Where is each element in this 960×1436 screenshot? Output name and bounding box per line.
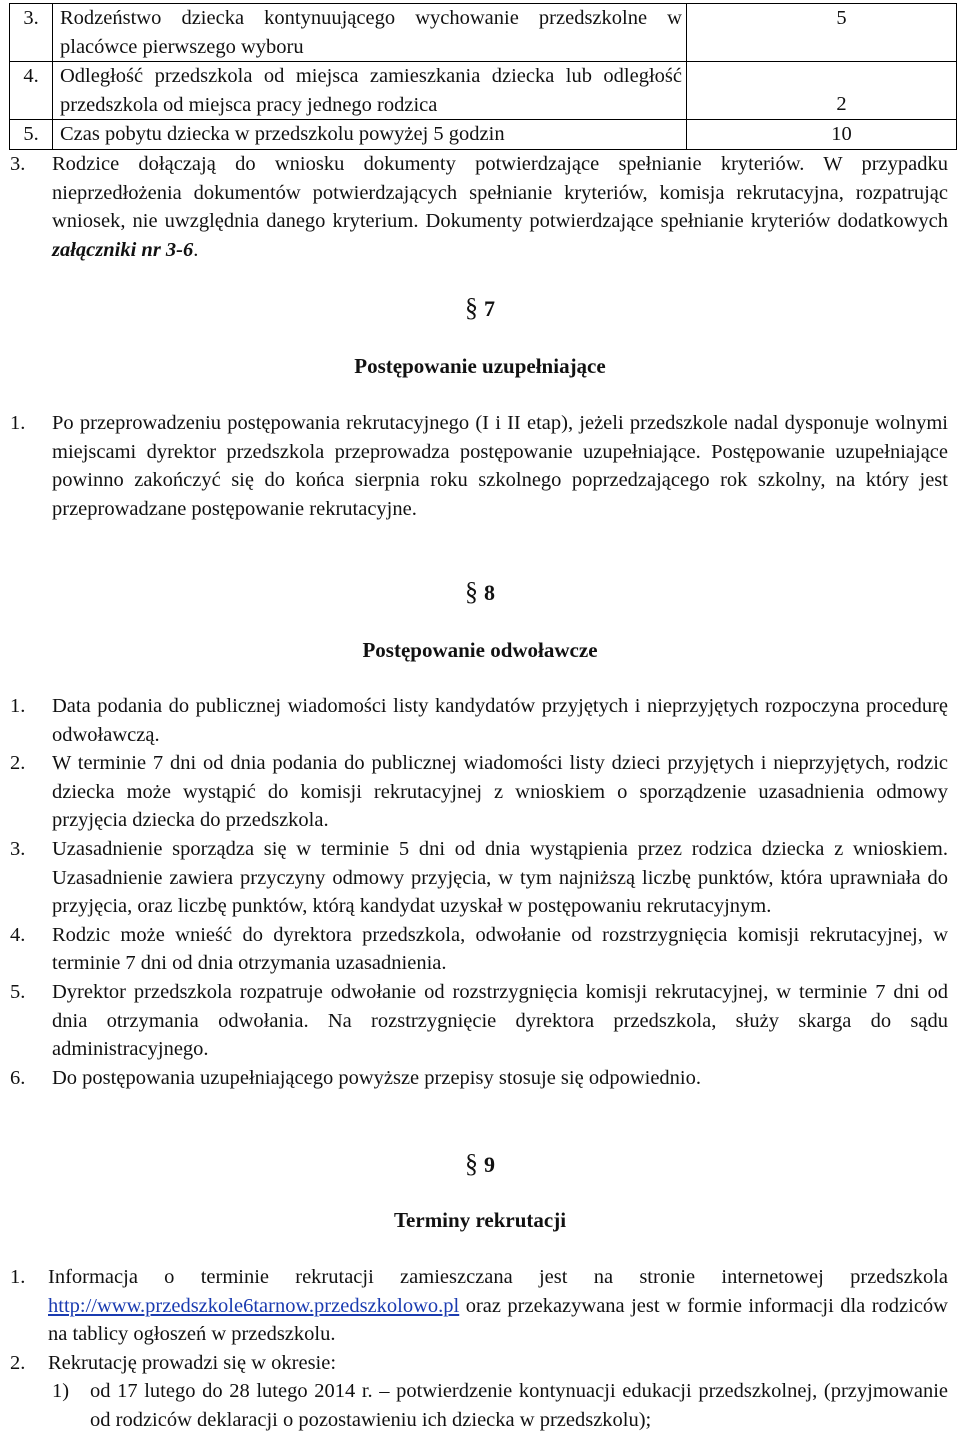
item-number: 1. [10, 412, 26, 434]
item-number: 6. [10, 1066, 26, 1089]
row-number: 4. [10, 62, 53, 120]
section-number: 9 [484, 1152, 495, 1177]
recruitment-terms-list [10, 1263, 948, 1435]
section-7-title: Postępowanie uzupełniające [354, 354, 606, 378]
criterion-text: Odległość przedszkola od miejsca zamieszkania dziecka lub odległość przedszkola od miejsca pracy jednego rodzica [53, 62, 687, 120]
item-text: Data podania do publicznej wiadomości listy kandydatów przyjętych i nieprzyjętych rozpoczyna procedurę odwoławczą. [52, 695, 948, 746]
section-number: 8 [484, 580, 495, 605]
sub-item-text: od 17 lutego do 28 lutego 2014 r. – potwierdzenie kontynuacji edukacji przedszkolnej, (przyjmowanie od rodziców deklaracji o pozostawieniu ich dziecka w przedszkolu); [90, 1380, 948, 1431]
item-number: 1. [10, 695, 26, 717]
criterion-text: Rodzeństwo dziecka kontynuującego wychowanie przedszkolne w placówce pierwszego wyboru [53, 4, 687, 62]
item-number: 3. [10, 837, 26, 860]
attachments-reference: załączniki nr 3-6 [52, 238, 194, 261]
criterion-points: 10 [687, 120, 957, 150]
list-item [10, 749, 948, 835]
sub-list-item [52, 1377, 948, 1434]
list-item [10, 409, 948, 523]
list-item [10, 978, 948, 1064]
kindergarten-website-link[interactable]: http://www.przedszkole6tarnow.przedszkolowo.pl [48, 1294, 460, 1317]
item-text-after: oraz przekazywana jest w formie informacji dla rodziców na tablicy ogłoszeń w przedszkolu. [48, 1294, 948, 1346]
section-symbol: § [465, 577, 478, 606]
section-7-marker [0, 294, 960, 324]
section-number: 7 [484, 296, 495, 321]
criterion-points: 2 [687, 62, 957, 120]
item-text: Uzasadnienie sporządza się w terminie 5 dni od dnia wystąpienia przez rodzica dziecka z wnioskiem. Uzasadnienie zawiera przyczyny odmowy przyjęcia, w tym najniższą liczbę punktów, która uprawniała do przyjęcia, oraz liczbę punktów, którą kandydat uzyskał w postępowaniu rekrutacyjnym. [52, 837, 948, 918]
item-text: Dyrektor przedszkola rozpatruje odwołanie od rozstrzygnięcia komisji rekrutacyjnej, w terminie 7 dni od dnia otrzymania odwołania. Na rozstrzygnięcie dyrektora przedszkola, służy skarga do sądu administracyjnego. [52, 980, 948, 1061]
sub-item-number: 1) [52, 1380, 70, 1403]
list-item [10, 1263, 948, 1349]
section-symbol: § [465, 1149, 478, 1178]
list-item [10, 921, 948, 978]
list-item [10, 1064, 948, 1093]
paragraph-3 [10, 150, 948, 264]
item-number: 2. [10, 1351, 26, 1374]
section-8-title: Postępowanie odwoławcze [362, 638, 598, 662]
section-8-marker [0, 578, 960, 608]
item-text-before: Informacja o terminie rekrutacji zamieszczana jest na stronie internetowej przedszkola [48, 1266, 948, 1288]
row-number: 3. [10, 4, 53, 62]
row-number: 5. [10, 120, 53, 150]
paragraph-body: Rodzice dołączają do wniosku dokumenty potwierdzające spełnianie kryteriów. W przypadku nieprzedłożenia dokumentów potwierdzających spełnianie kryteriów, komisja rekrutacyjna, rozpatrując wniosek, nie uwzględnia danego kryterium. Dokumenty potwierdzające spełnianie kryteriów dodatkowych [52, 153, 948, 233]
table-row [10, 4, 957, 62]
table-row [10, 62, 957, 120]
list-item [10, 835, 948, 921]
item-text: W terminie 7 dni od dnia podania do publicznej wiadomości listy dzieci przyjętych i nieprzyjętych, rodzic dziecka może wystąpić do komisji rekrutacyjnej z wnioskiem o sporządzenie uzasadnienia odmowy przyjęcia dziecka do przedszkola. [52, 752, 948, 832]
item-number: 5. [10, 980, 26, 1003]
criteria-table [9, 3, 957, 150]
paragraph-end: . [193, 238, 199, 261]
item-text: Po przeprowadzeniu postępowania rekrutacyjnego (I i II etap), jeżeli przedszkole nadal dysponuje wolnymi miejscami dyrektor przedszkola przeprowadza postępowanie uzupełniające. Postępowanie uzupełniające powinno zakończyć się do końca sierpnia roku szkolnego poprzedzającego rok szkolny, na który jest przeprowadzane postępowanie rekrutacyjne. [52, 412, 948, 520]
item-number: 1. [10, 1266, 26, 1288]
list-item [10, 1349, 948, 1378]
item-text: Do postępowania uzupełniającego powyższe przepisy stosuje się odpowiednio. [52, 1066, 701, 1089]
appeal-procedure-list [10, 692, 948, 1092]
list-item [10, 692, 948, 749]
section-9-title: Terminy rekrutacji [393, 1208, 567, 1232]
item-number: 2. [10, 752, 26, 775]
paragraph-text [52, 150, 948, 264]
section-symbol: § [465, 293, 478, 322]
table-row [10, 120, 957, 150]
item-text [48, 1263, 948, 1349]
item-number: 4. [10, 923, 26, 946]
section-9-marker [0, 1150, 960, 1180]
item-text: Rekrutację prowadzi się w okresie: [48, 1351, 337, 1374]
criterion-points: 5 [687, 4, 957, 62]
item-text: Rodzic może wnieść do dyrektora przedszkola, odwołanie od rozstrzygnięcia komisji rekrutacyjnej, w terminie 7 dni od dnia otrzymania uzasadnienia. [52, 923, 948, 975]
paragraph-number: 3. [10, 153, 26, 175]
criterion-text: Czas pobytu dziecka w przedszkolu powyżej 5 godzin [53, 120, 687, 150]
